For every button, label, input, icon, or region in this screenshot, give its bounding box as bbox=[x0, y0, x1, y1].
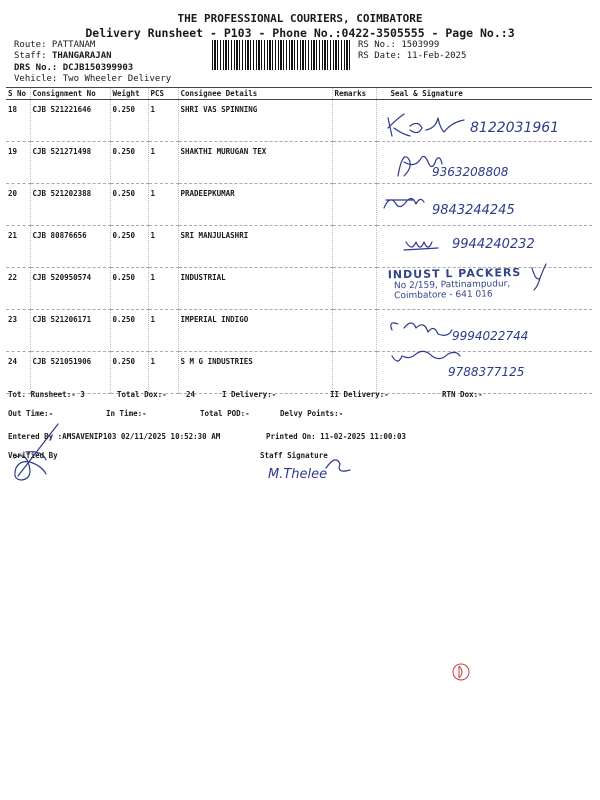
rs-date: RS Date: 11-Feb-2025 bbox=[358, 51, 467, 61]
staff-signature-hand: M.Thelee bbox=[268, 467, 328, 482]
stamp-line-1: INDUST L PACKERS bbox=[387, 265, 522, 282]
cell-sno: 18 bbox=[6, 100, 30, 142]
company-stamp bbox=[388, 266, 539, 309]
cell-pcs: 1 bbox=[148, 352, 178, 394]
cell-pcs: 1 bbox=[148, 226, 178, 268]
col-remarks: Remarks bbox=[332, 88, 376, 100]
cell-weight: 0.250 bbox=[110, 142, 148, 184]
verified-by: Verified By bbox=[8, 451, 58, 460]
rtn-dox: RTN Dox:- bbox=[442, 390, 483, 399]
cell-weight: 0.250 bbox=[110, 310, 148, 352]
printed-on: Printed On: 11-02-2025 11:00:03 bbox=[266, 432, 406, 441]
drs-number: DRS No.: DCJB150399903 bbox=[14, 63, 134, 73]
staff-signature-label: Staff Signature bbox=[260, 451, 328, 460]
cell-pcs: 1 bbox=[148, 100, 178, 142]
in-time: In Time:- bbox=[106, 409, 147, 418]
cell-pcs: 1 bbox=[148, 310, 178, 352]
cell-sno: 22 bbox=[6, 268, 30, 310]
cell-consignee: PRADEEPKUMAR bbox=[178, 184, 332, 226]
cell-weight: 0.250 bbox=[110, 100, 148, 142]
cell-consignee: IMPERIAL INDIGO bbox=[178, 310, 332, 352]
signature-row-19 bbox=[398, 156, 509, 179]
cell-sno: 19 bbox=[6, 142, 30, 184]
cell-sno: 20 bbox=[6, 184, 30, 226]
cell-consignment: CJB 80876656 bbox=[30, 226, 110, 268]
company-title: THE PROFESSIONAL COURIERS, COIMBATORE bbox=[177, 12, 423, 25]
route-label: Route: PATTANAM bbox=[14, 40, 96, 50]
cell-pcs: 1 bbox=[148, 142, 178, 184]
staff-signature bbox=[268, 460, 350, 482]
total-dox-value: 24 bbox=[186, 390, 196, 399]
stamp-line-2: No 2/159, Pattinampudur, bbox=[393, 279, 511, 292]
stamp-line-3: Coimbatore - 641 016 bbox=[394, 289, 493, 302]
runsheet-subtitle: Delivery Runsheet - P103 - Phone No.:0422-3505555 - Page No.:3 bbox=[85, 26, 515, 40]
cell-sno: 23 bbox=[6, 310, 30, 352]
handwritten-phone: 9363208808 bbox=[432, 165, 509, 179]
col-seal-signature: Seal & Signature bbox=[376, 88, 592, 100]
cell-pcs: 1 bbox=[148, 268, 178, 310]
ii-delivery: II Delivery:- bbox=[330, 390, 389, 399]
cell-weight: 0.250 bbox=[110, 268, 148, 310]
total-pod: Total POD:- bbox=[200, 409, 250, 418]
cell-consignment: CJB 520950574 bbox=[30, 268, 110, 310]
cell-weight: 0.250 bbox=[110, 184, 148, 226]
i-delivery: I Delivery:- bbox=[222, 390, 277, 399]
signature-row-20 bbox=[384, 198, 515, 218]
cell-consignment: CJB 521221646 bbox=[30, 100, 110, 142]
signature-row-18 bbox=[388, 114, 559, 136]
cell-consignee: SRI MANJULASHRI bbox=[178, 226, 332, 268]
col-consignee: Consignee Details bbox=[178, 88, 332, 100]
signature-row-24 bbox=[392, 351, 524, 379]
tot-runsheet: Tot. Runsheet:- 3 bbox=[8, 390, 85, 399]
cell-consignment: CJB 521206171 bbox=[30, 310, 110, 352]
col-consignment: Consignment No bbox=[30, 88, 110, 100]
staff-name: THANGARAJAN bbox=[51, 51, 112, 61]
cell-sno: 21 bbox=[6, 226, 30, 268]
cell-pcs: 1 bbox=[148, 184, 178, 226]
staff-label: Staff: bbox=[14, 51, 47, 61]
handwritten-phone: 8122031961 bbox=[470, 120, 560, 136]
cell-consignee: S M G INDUSTRIES bbox=[178, 352, 332, 394]
total-dox-label: Total Dox:- bbox=[117, 390, 167, 399]
handwritten-phone: 9843244245 bbox=[432, 203, 515, 218]
handwritten-phone: 9994022744 bbox=[452, 329, 529, 343]
cell-sno: 24 bbox=[6, 352, 30, 394]
vehicle-label: Vehicle: Two Wheeler Delivery bbox=[14, 74, 172, 84]
col-pcs: PCS bbox=[148, 88, 178, 100]
col-weight: Weight bbox=[110, 88, 148, 100]
entered-by: Entered By :AMSAVENIP103 02/11/2025 10:52:30 AM bbox=[8, 432, 221, 441]
handwritten-phone: 9944240232 bbox=[452, 237, 535, 252]
cell-consignee: SHAKTHI MURUGAN TEX bbox=[178, 142, 332, 184]
out-time: Out Time:- bbox=[8, 409, 54, 418]
cell-weight: 0.250 bbox=[110, 352, 148, 394]
signature-row-21 bbox=[404, 237, 535, 252]
cell-weight: 0.250 bbox=[110, 226, 148, 268]
cell-consignee: SHRI VAS SPINNING bbox=[178, 100, 332, 142]
red-mark bbox=[453, 664, 469, 680]
col-sno: S No bbox=[6, 88, 30, 100]
cell-consignment: CJB 521202388 bbox=[30, 184, 110, 226]
delvy-points: Delvy Points:- bbox=[280, 409, 344, 418]
cell-consignee: INDUSTRIAL bbox=[178, 268, 332, 310]
cell-consignment: CJB 521051906 bbox=[30, 352, 110, 394]
rs-number: RS No.: 1503999 bbox=[358, 40, 440, 50]
signature-row-23 bbox=[391, 323, 529, 343]
handwritten-phone: 9788377125 bbox=[448, 365, 525, 379]
cell-consignment: CJB 521271498 bbox=[30, 142, 110, 184]
